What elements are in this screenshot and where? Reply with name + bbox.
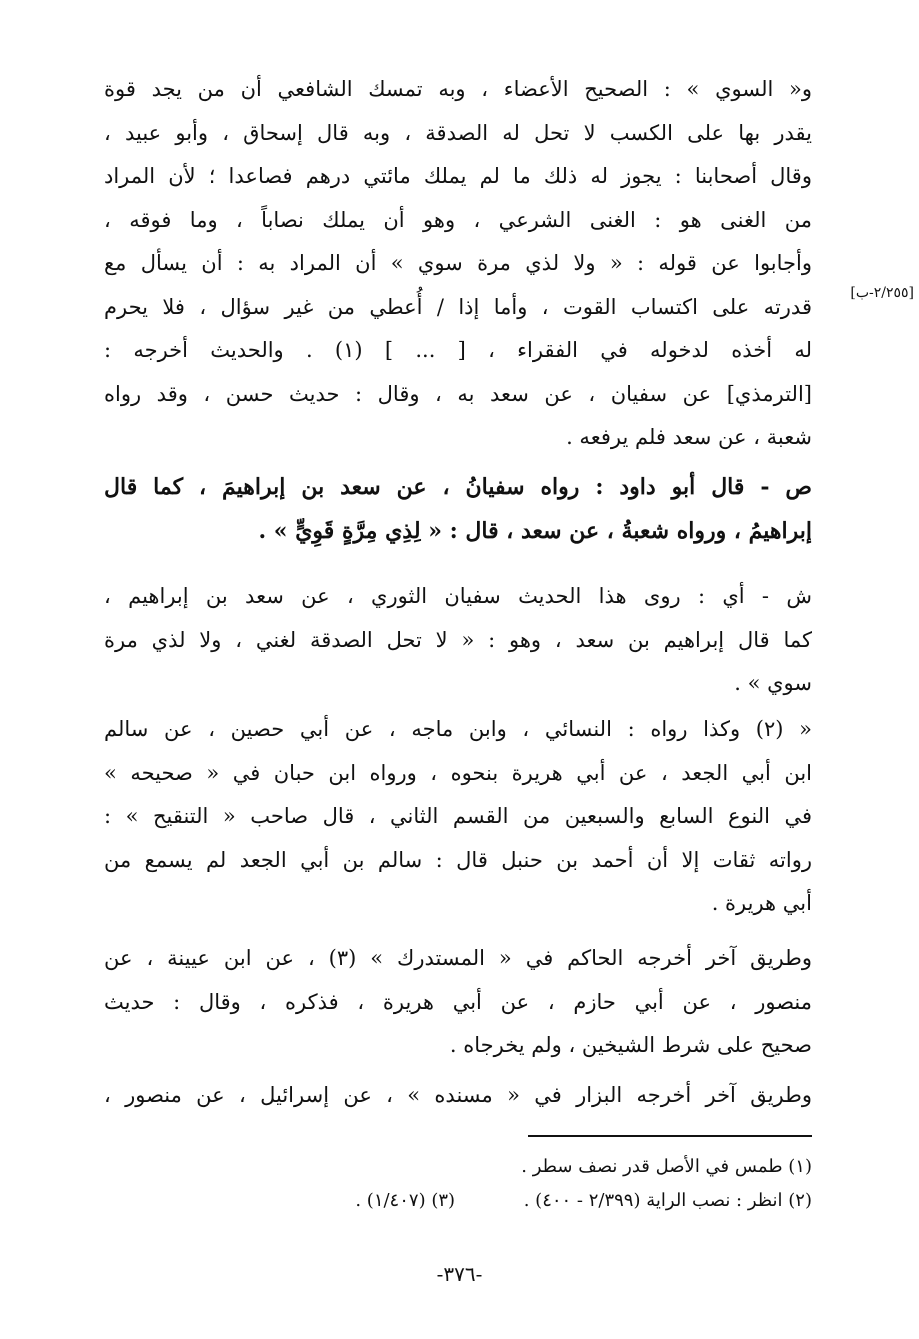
footnotes <box>200 1150 812 1218</box>
footnote: (٢) انظر : نصب الراية (٢/٣٩٩ - ٤٠٠) . (٣) (١/٤٠٧) . <box>355 1190 812 1211</box>
text-line: رواته ثقات إلا أن أحمد بن حنبل قال : سالم بن أبي الجعد لم يسمع من <box>104 847 812 872</box>
text-line: ش - أي : روى هذا الحديث سفيان الثوري ، عن سعد بن إبراهيم ، <box>104 584 812 608</box>
text-line: و« السوي » : الصحيح الأعضاء ، وبه تمسك الشافعي أن من يجد قوة <box>104 77 812 101</box>
paragraph-commentary-4 <box>104 937 812 1068</box>
text-line: شعبة ، عن سعد فلم يرفعه . <box>566 425 812 449</box>
text-line: يقدر بها على الكسب لا تحل له الصدقة ، وبه قال إسحاق ، وأبو عبيد ، <box>104 120 812 145</box>
paragraph-commentary-1 <box>104 68 812 460</box>
text-line: وأجابوا عن قوله : « ولا لذي مرة سوي » أن المراد به : أن يسأل مع <box>104 251 812 275</box>
footnote-separator <box>528 1135 812 1137</box>
margin-reference: [٢/٢٥٥-ب] <box>850 285 914 301</box>
text-line: وطريق آخر أخرجه البزار في « مسنده » ، عن إسرائيل ، عن منصور ، <box>104 1083 812 1107</box>
text-line: كما قال إبراهيم بن سعد ، وهو : « لا تحل الصدقة لغني ، ولا لذي مرة <box>104 627 812 652</box>
text-line: صحيح على شرط الشيخين ، ولم يخرجاه . <box>449 1033 812 1057</box>
text-line: من الغنى هو : الغنى الشرعي ، وهو أن يملك نصاباً ، وما فوقه ، <box>104 207 812 232</box>
paragraph-commentary-3 <box>104 708 812 926</box>
text-line: [الترمذي] عن سفيان ، عن سعد به ، وقال : حديث حسن ، وقد رواه <box>104 381 812 406</box>
text-line: في النوع السابع والسبعين من القسم الثاني ، قال صاحب « التنقيح » : <box>104 804 812 828</box>
text-line: « (٢) وكذا رواه : النسائي ، وابن ماجه ، عن أبي حصين ، عن سالم <box>104 717 812 741</box>
text-line: ابن أبي الجعد ، عن أبي هريرة بنحوه ، ورواه ابن حبان في « صحيحه » <box>104 760 812 785</box>
paragraph-commentary-2 <box>104 575 812 706</box>
page-number: -٣٧٦- <box>436 1262 483 1286</box>
text-line: ص - قال أبو داود : رواه سفيانُ ، عن سعد بن إبراهيمَ ، كما قال <box>104 474 812 500</box>
text-line: له أخذه لدخوله في الفقراء ، [ ... ] (١) . والحديث أخرجه : <box>104 338 812 362</box>
text-line: أبي هريرة . <box>711 891 812 915</box>
paragraph-commentary-5 <box>104 1074 812 1118</box>
paragraph-matn <box>104 466 812 553</box>
text-line: وقال أصحابنا : يجوز له ذلك ما لم يملك مائتي درهم فصاعدا ؛ لأن المراد <box>104 164 812 188</box>
footnote: (١) طمس في الأصل قدر نصف سطر . <box>521 1156 812 1177</box>
text-line: إبراهيمُ ، ورواه شعبةُ ، عن سعد ، قال : « لِذِي مِرَّةٍ قَوِيٍّ » . <box>258 517 812 544</box>
text-line: سوي » . <box>734 671 812 695</box>
text-line: منصور ، عن أبي حازم ، عن أبي هريرة ، فذكره ، وقال : حديث <box>104 989 812 1014</box>
text-line: قدرته على اكتساب القوت ، وأما إذا / أُعطي من غير سؤال ، فلا يحرم <box>104 294 812 319</box>
text-line: وطريق آخر أخرجه الحاكم في « المستدرك » (٣) ، عن ابن عيينة ، عن <box>104 946 812 970</box>
